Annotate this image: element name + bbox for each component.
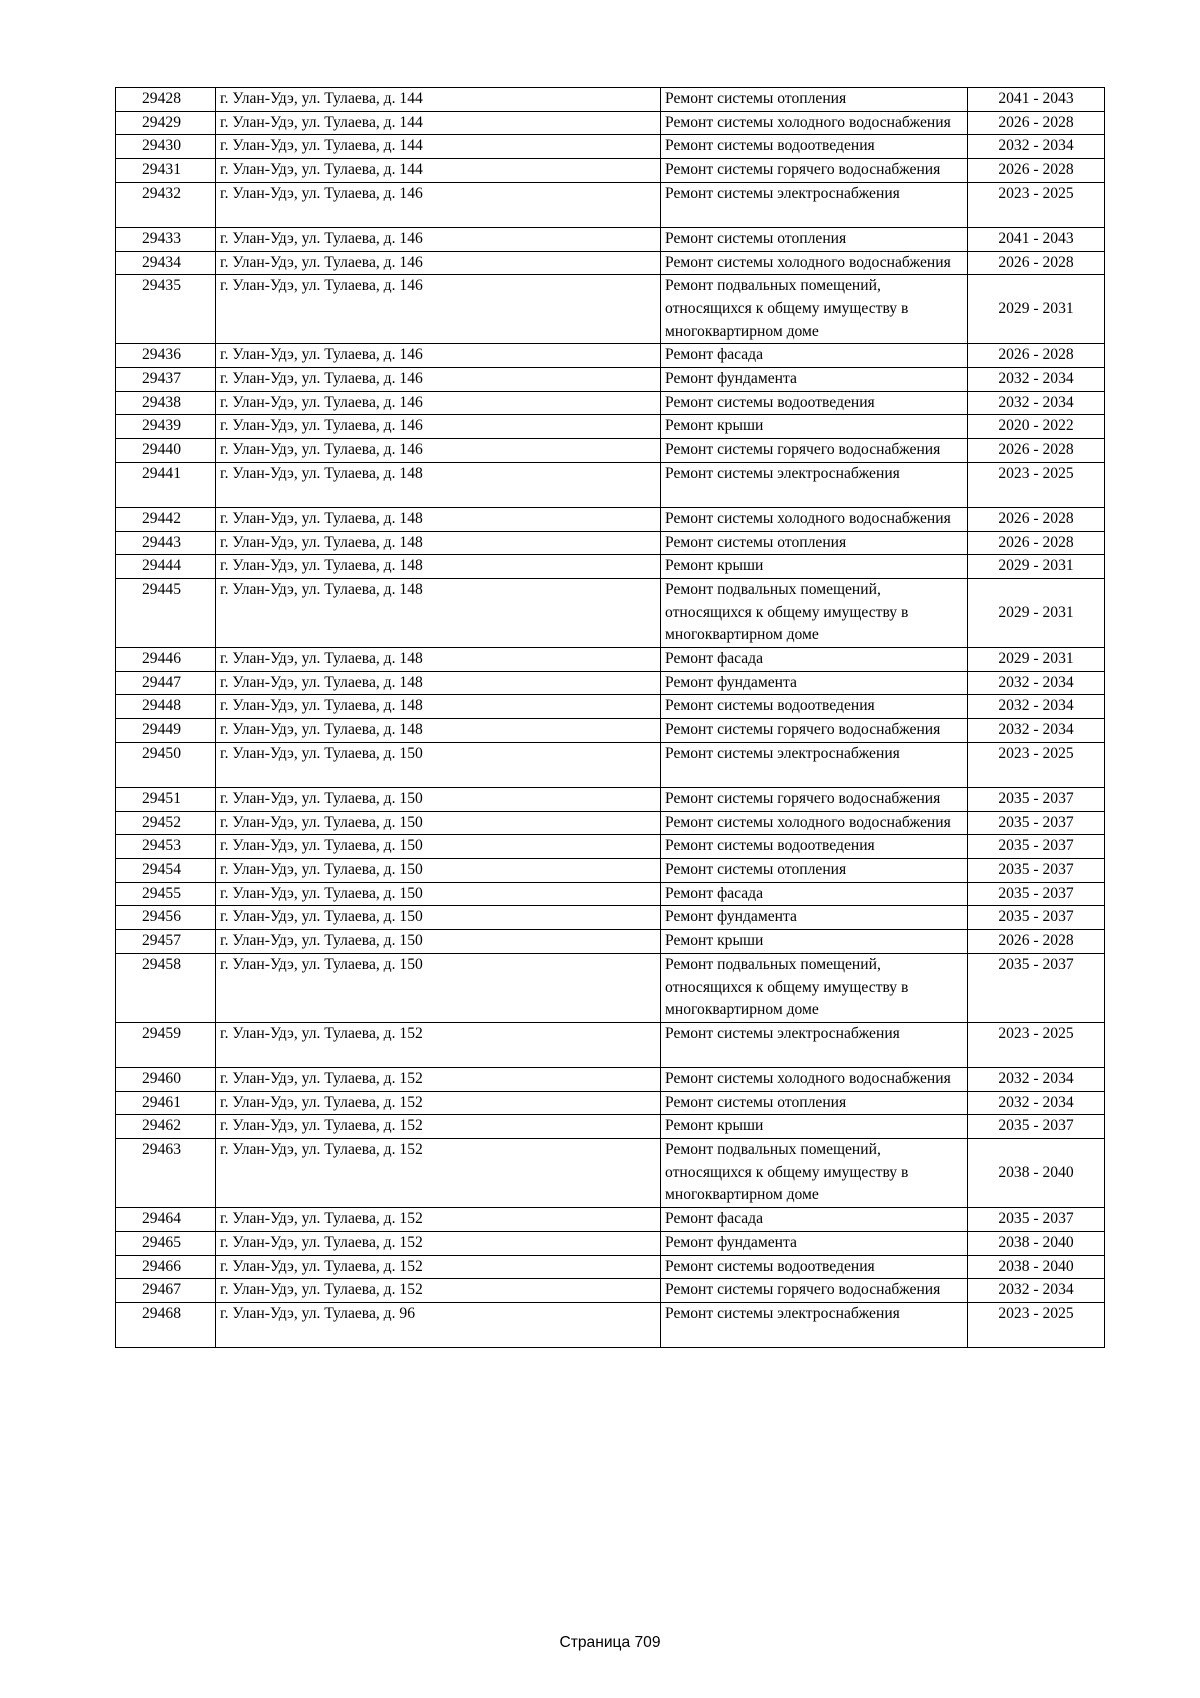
cell-work: Ремонт подвальных помещений, относящихся к общему имуществу в многоквартирном доме <box>661 578 968 647</box>
cell-work: Ремонт системы водоотведения <box>661 695 968 719</box>
cell-address: г. Улан-Удэ, ул. Тулаева, д. 148 <box>216 719 661 743</box>
cell-address: г. Улан-Удэ, ул. Тулаева, д. 152 <box>216 1208 661 1232</box>
cell-address: г. Улан-Удэ, ул. Тулаева, д. 150 <box>216 858 661 882</box>
table-row <box>116 787 1105 811</box>
cell-period: 2032 - 2034 <box>968 391 1105 415</box>
cell-id: 29437 <box>116 368 216 392</box>
table-row <box>116 182 1105 227</box>
cell-work: Ремонт фундамента <box>661 1231 968 1255</box>
table-row <box>116 507 1105 531</box>
cell-period: 2035 - 2037 <box>968 953 1105 1022</box>
cell-id: 29438 <box>116 391 216 415</box>
table-row <box>116 742 1105 787</box>
cell-period: 2032 - 2034 <box>968 1279 1105 1303</box>
cell-id: 29445 <box>116 578 216 647</box>
cell-id: 29439 <box>116 415 216 439</box>
cell-period: 2029 - 2031 <box>968 555 1105 579</box>
cell-work: Ремонт системы электроснабжения <box>661 462 968 507</box>
cell-work: Ремонт системы электроснабжения <box>661 1022 968 1067</box>
cell-work: Ремонт подвальных помещений, относящихся к общему имуществу в многоквартирном доме <box>661 1139 968 1208</box>
cell-period: 2035 - 2037 <box>968 858 1105 882</box>
cell-id: 29448 <box>116 695 216 719</box>
table-row <box>116 344 1105 368</box>
cell-address: г. Улан-Удэ, ул. Тулаева, д. 150 <box>216 930 661 954</box>
page-number: Страница 709 <box>559 1634 661 1651</box>
table-row <box>116 1022 1105 1067</box>
cell-address: г. Улан-Удэ, ул. Тулаева, д. 96 <box>216 1302 661 1347</box>
cell-work: Ремонт системы холодного водоснабжения <box>661 251 968 275</box>
table-row <box>116 882 1105 906</box>
cell-address: г. Улан-Удэ, ул. Тулаева, д. 146 <box>216 227 661 251</box>
table-row <box>116 439 1105 463</box>
cell-id: 29432 <box>116 182 216 227</box>
cell-address: г. Улан-Удэ, ул. Тулаева, д. 144 <box>216 88 661 112</box>
cell-work: Ремонт системы водоотведения <box>661 391 968 415</box>
cell-address: г. Улан-Удэ, ул. Тулаева, д. 150 <box>216 906 661 930</box>
cell-period: 2029 - 2031 <box>968 578 1105 647</box>
table-row <box>116 695 1105 719</box>
cell-address: г. Улан-Удэ, ул. Тулаева, д. 150 <box>216 882 661 906</box>
cell-address: г. Улан-Удэ, ул. Тулаева, д. 150 <box>216 787 661 811</box>
table-row <box>116 251 1105 275</box>
cell-id: 29428 <box>116 88 216 112</box>
cell-address: г. Улан-Удэ, ул. Тулаева, д. 152 <box>216 1279 661 1303</box>
cell-id: 29452 <box>116 811 216 835</box>
cell-period: 2035 - 2037 <box>968 906 1105 930</box>
cell-period: 2026 - 2028 <box>968 159 1105 183</box>
table-row <box>116 1279 1105 1303</box>
cell-period: 2032 - 2034 <box>968 719 1105 743</box>
table-row <box>116 1139 1105 1208</box>
cell-period: 2026 - 2028 <box>968 344 1105 368</box>
table-row <box>116 415 1105 439</box>
cell-work: Ремонт фундамента <box>661 368 968 392</box>
cell-period: 2038 - 2040 <box>968 1255 1105 1279</box>
cell-id: 29459 <box>116 1022 216 1067</box>
table-row <box>116 1231 1105 1255</box>
cell-id: 29451 <box>116 787 216 811</box>
cell-id: 29461 <box>116 1091 216 1115</box>
cell-period: 2032 - 2034 <box>968 135 1105 159</box>
cell-work: Ремонт системы горячего водоснабжения <box>661 719 968 743</box>
cell-id: 29457 <box>116 930 216 954</box>
cell-address: г. Улан-Удэ, ул. Тулаева, д. 148 <box>216 531 661 555</box>
cell-id: 29456 <box>116 906 216 930</box>
table-row <box>116 1091 1105 1115</box>
cell-address: г. Улан-Удэ, ул. Тулаева, д. 148 <box>216 695 661 719</box>
cell-id: 29468 <box>116 1302 216 1347</box>
cell-address: г. Улан-Удэ, ул. Тулаева, д. 148 <box>216 555 661 579</box>
cell-id: 29464 <box>116 1208 216 1232</box>
cell-work: Ремонт системы отопления <box>661 88 968 112</box>
cell-address: г. Улан-Удэ, ул. Тулаева, д. 152 <box>216 1139 661 1208</box>
cell-address: г. Улан-Удэ, ул. Тулаева, д. 150 <box>216 835 661 859</box>
cell-id: 29449 <box>116 719 216 743</box>
cell-id: 29434 <box>116 251 216 275</box>
cell-address: г. Улан-Удэ, ул. Тулаева, д. 146 <box>216 415 661 439</box>
cell-id: 29443 <box>116 531 216 555</box>
cell-period: 2035 - 2037 <box>968 1208 1105 1232</box>
cell-work: Ремонт системы горячего водоснабжения <box>661 439 968 463</box>
cell-work: Ремонт фундамента <box>661 671 968 695</box>
cell-work: Ремонт крыши <box>661 415 968 439</box>
cell-period: 2026 - 2028 <box>968 439 1105 463</box>
cell-address: г. Улан-Удэ, ул. Тулаева, д. 150 <box>216 953 661 1022</box>
cell-period: 2032 - 2034 <box>968 695 1105 719</box>
table-row <box>116 648 1105 672</box>
cell-period: 2038 - 2040 <box>968 1231 1105 1255</box>
table-row <box>116 811 1105 835</box>
cell-id: 29442 <box>116 507 216 531</box>
cell-work: Ремонт фасада <box>661 882 968 906</box>
table-row <box>116 671 1105 695</box>
cell-address: г. Улан-Удэ, ул. Тулаева, д. 150 <box>216 811 661 835</box>
cell-id: 29460 <box>116 1067 216 1091</box>
cell-address: г. Улан-Удэ, ул. Тулаева, д. 152 <box>216 1091 661 1115</box>
table-row <box>116 1208 1105 1232</box>
cell-address: г. Улан-Удэ, ул. Тулаева, д. 148 <box>216 507 661 531</box>
cell-id: 29436 <box>116 344 216 368</box>
cell-id: 29462 <box>116 1115 216 1139</box>
table-row <box>116 159 1105 183</box>
cell-address: г. Улан-Удэ, ул. Тулаева, д. 152 <box>216 1067 661 1091</box>
table-body <box>116 88 1105 1348</box>
cell-work: Ремонт системы отопления <box>661 531 968 555</box>
cell-period: 2026 - 2028 <box>968 111 1105 135</box>
cell-id: 29455 <box>116 882 216 906</box>
table-row <box>116 462 1105 507</box>
cell-work: Ремонт системы электроснабжения <box>661 742 968 787</box>
table-row <box>116 578 1105 647</box>
cell-id: 29467 <box>116 1279 216 1303</box>
cell-address: г. Улан-Удэ, ул. Тулаева, д. 152 <box>216 1231 661 1255</box>
table-row <box>116 88 1105 112</box>
cell-work: Ремонт фундамента <box>661 906 968 930</box>
cell-period: 2032 - 2034 <box>968 1091 1105 1115</box>
cell-period: 2035 - 2037 <box>968 811 1105 835</box>
cell-period: 2035 - 2037 <box>968 882 1105 906</box>
cell-id: 29453 <box>116 835 216 859</box>
cell-id: 29430 <box>116 135 216 159</box>
cell-period: 2032 - 2034 <box>968 1067 1105 1091</box>
table-row <box>116 531 1105 555</box>
cell-period: 2038 - 2040 <box>968 1139 1105 1208</box>
cell-address: г. Улан-Удэ, ул. Тулаева, д. 146 <box>216 275 661 344</box>
cell-work: Ремонт крыши <box>661 555 968 579</box>
cell-id: 29435 <box>116 275 216 344</box>
table-row <box>116 858 1105 882</box>
cell-period: 2035 - 2037 <box>968 1115 1105 1139</box>
cell-address: г. Улан-Удэ, ул. Тулаева, д. 148 <box>216 648 661 672</box>
table-row <box>116 1255 1105 1279</box>
cell-address: г. Улан-Удэ, ул. Тулаева, д. 152 <box>216 1255 661 1279</box>
cell-work: Ремонт системы горячего водоснабжения <box>661 787 968 811</box>
cell-work: Ремонт крыши <box>661 1115 968 1139</box>
cell-id: 29454 <box>116 858 216 882</box>
table-row <box>116 1115 1105 1139</box>
cell-work: Ремонт фасада <box>661 1208 968 1232</box>
cell-work: Ремонт системы холодного водоснабжения <box>661 111 968 135</box>
table-row <box>116 719 1105 743</box>
cell-work: Ремонт подвальных помещений, относящихся к общему имуществу в многоквартирном доме <box>661 275 968 344</box>
cell-work: Ремонт системы электроснабжения <box>661 182 968 227</box>
cell-address: г. Улан-Удэ, ул. Тулаева, д. 144 <box>216 135 661 159</box>
cell-address: г. Улан-Удэ, ул. Тулаева, д. 146 <box>216 344 661 368</box>
cell-id: 29465 <box>116 1231 216 1255</box>
cell-address: г. Улан-Удэ, ул. Тулаева, д. 152 <box>216 1022 661 1067</box>
cell-address: г. Улан-Удэ, ул. Тулаева, д. 144 <box>216 159 661 183</box>
cell-address: г. Улан-Удэ, ул. Тулаева, д. 146 <box>216 368 661 392</box>
cell-id: 29463 <box>116 1139 216 1208</box>
table-row <box>116 953 1105 1022</box>
table-row <box>116 1067 1105 1091</box>
cell-id: 29450 <box>116 742 216 787</box>
cell-id: 29441 <box>116 462 216 507</box>
cell-work: Ремонт системы холодного водоснабжения <box>661 811 968 835</box>
cell-period: 2023 - 2025 <box>968 1302 1105 1347</box>
cell-period: 2035 - 2037 <box>968 835 1105 859</box>
cell-period: 2026 - 2028 <box>968 531 1105 555</box>
cell-work: Ремонт системы водоотведения <box>661 835 968 859</box>
cell-address: г. Улан-Удэ, ул. Тулаева, д. 152 <box>216 1115 661 1139</box>
table-row <box>116 906 1105 930</box>
cell-id: 29466 <box>116 1255 216 1279</box>
cell-address: г. Улан-Удэ, ул. Тулаева, д. 144 <box>216 111 661 135</box>
cell-period: 2035 - 2037 <box>968 787 1105 811</box>
table-row <box>116 555 1105 579</box>
cell-period: 2032 - 2034 <box>968 671 1105 695</box>
cell-address: г. Улан-Удэ, ул. Тулаева, д. 148 <box>216 578 661 647</box>
table-row <box>116 275 1105 344</box>
cell-work: Ремонт системы водоотведения <box>661 1255 968 1279</box>
cell-work: Ремонт фасада <box>661 648 968 672</box>
cell-work: Ремонт крыши <box>661 930 968 954</box>
cell-period: 2026 - 2028 <box>968 251 1105 275</box>
cell-address: г. Улан-Удэ, ул. Тулаева, д. 148 <box>216 462 661 507</box>
cell-id: 29447 <box>116 671 216 695</box>
cell-id: 29431 <box>116 159 216 183</box>
cell-id: 29446 <box>116 648 216 672</box>
cell-work: Ремонт системы холодного водоснабжения <box>661 507 968 531</box>
cell-period: 2041 - 2043 <box>968 227 1105 251</box>
cell-work: Ремонт подвальных помещений, относящихся к общему имуществу в многоквартирном доме <box>661 953 968 1022</box>
cell-work: Ремонт системы водоотведения <box>661 135 968 159</box>
cell-period: 2029 - 2031 <box>968 648 1105 672</box>
repair-schedule-table <box>115 87 1105 1348</box>
cell-address: г. Улан-Удэ, ул. Тулаева, д. 148 <box>216 671 661 695</box>
cell-work: Ремонт системы холодного водоснабжения <box>661 1067 968 1091</box>
cell-period: 2020 - 2022 <box>968 415 1105 439</box>
cell-period: 2032 - 2034 <box>968 368 1105 392</box>
cell-work: Ремонт системы горячего водоснабжения <box>661 159 968 183</box>
cell-period: 2023 - 2025 <box>968 462 1105 507</box>
cell-period: 2026 - 2028 <box>968 507 1105 531</box>
cell-work: Ремонт системы отопления <box>661 1091 968 1115</box>
table-row <box>116 135 1105 159</box>
cell-work: Ремонт фасада <box>661 344 968 368</box>
cell-id: 29444 <box>116 555 216 579</box>
cell-address: г. Улан-Удэ, ул. Тулаева, д. 146 <box>216 391 661 415</box>
cell-period: 2023 - 2025 <box>968 1022 1105 1067</box>
table-row <box>116 111 1105 135</box>
cell-address: г. Улан-Удэ, ул. Тулаева, д. 150 <box>216 742 661 787</box>
cell-work: Ремонт системы электроснабжения <box>661 1302 968 1347</box>
cell-work: Ремонт системы отопления <box>661 858 968 882</box>
table-row <box>116 930 1105 954</box>
table-row <box>116 391 1105 415</box>
cell-period: 2023 - 2025 <box>968 182 1105 227</box>
cell-address: г. Улан-Удэ, ул. Тулаева, д. 146 <box>216 251 661 275</box>
cell-period: 2026 - 2028 <box>968 930 1105 954</box>
cell-work: Ремонт системы отопления <box>661 227 968 251</box>
cell-id: 29458 <box>116 953 216 1022</box>
cell-address: г. Улан-Удэ, ул. Тулаева, д. 146 <box>216 439 661 463</box>
table-row <box>116 227 1105 251</box>
cell-period: 2023 - 2025 <box>968 742 1105 787</box>
cell-work: Ремонт системы горячего водоснабжения <box>661 1279 968 1303</box>
table-row <box>116 1302 1105 1347</box>
cell-id: 29433 <box>116 227 216 251</box>
table-row <box>116 835 1105 859</box>
cell-period: 2041 - 2043 <box>968 88 1105 112</box>
cell-period: 2029 - 2031 <box>968 275 1105 344</box>
cell-id: 29440 <box>116 439 216 463</box>
cell-address: г. Улан-Удэ, ул. Тулаева, д. 146 <box>216 182 661 227</box>
cell-id: 29429 <box>116 111 216 135</box>
table-row <box>116 368 1105 392</box>
